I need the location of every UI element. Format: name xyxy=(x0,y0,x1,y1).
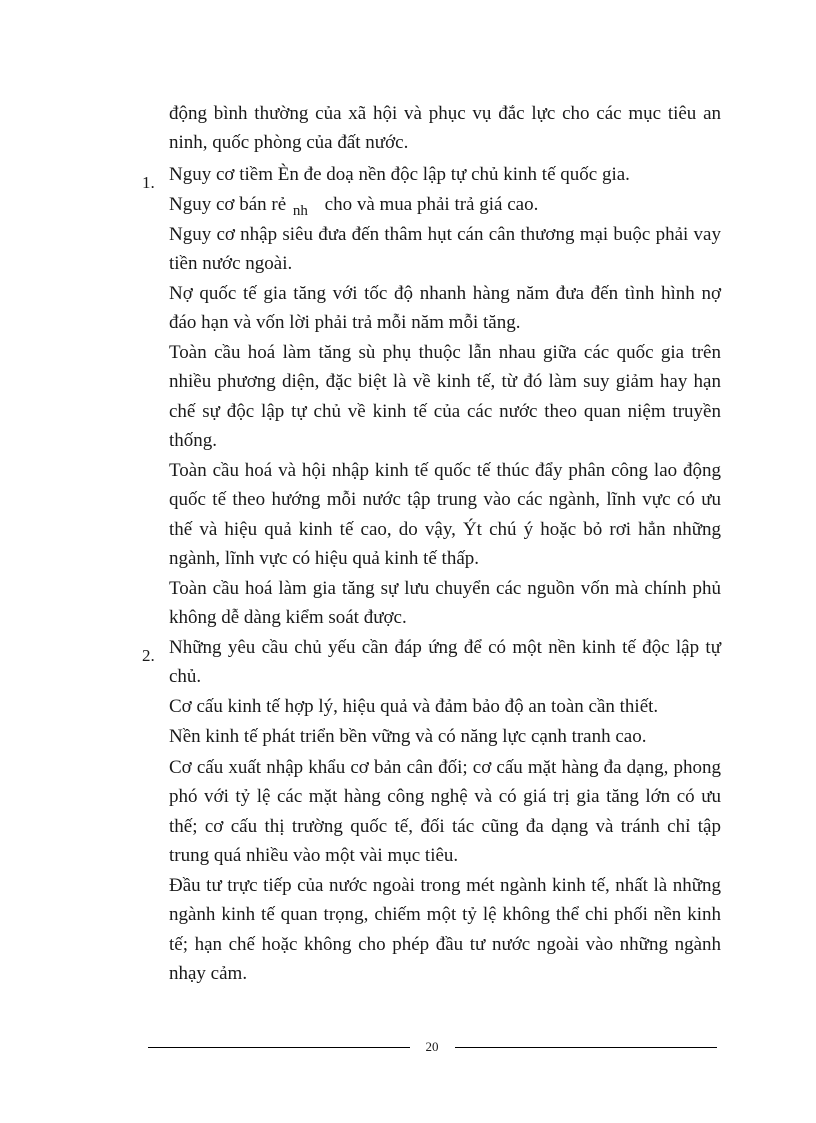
section-1-number: 1. xyxy=(142,173,155,192)
item-1-subscript: nh xyxy=(292,203,308,219)
section-1-item-5-line-2: quốc tế theo hướng mỗi nước tập trung vào các ngành, lĩnh vực có ưu xyxy=(169,489,721,510)
section-2-heading-line-1: Những yêu cầu chủ yếu cần đáp ứng để có một nền kinh tế độc lập tự xyxy=(169,637,721,658)
section-1-item-4-line-2: nhiều phương diện, đặc biệt là về kinh tế, từ đó làm suy giảm hay hạn xyxy=(169,371,721,392)
section-1-item-3-line-1: Nợ quốc tế gia tăng với tốc độ nhanh hàng năm đưa đến tình hình nợ xyxy=(169,283,721,304)
section-1-item-5-line-4: ngành, lĩnh vực có hiệu quả kinh tế thấp. xyxy=(169,548,480,569)
section-2-item-3-line-4: trung quá nhiều vào một vài mục tiêu. xyxy=(169,845,459,866)
section-1-item-2-line-2: tiền nước ngoài. xyxy=(169,253,293,274)
section-2-number: 2. xyxy=(142,646,155,665)
section-2-item-2: Nền kinh tế phát triển bền vững và có năng lực cạnh tranh cao. xyxy=(169,726,647,747)
intro-line-2: ninh, quốc phòng của đất nước. xyxy=(169,132,409,153)
section-1-item-4-line-4: thống. xyxy=(169,430,218,451)
section-2-item-1: Cơ cấu kinh tế hợp lý, hiệu quả và đảm bảo độ an toàn cần thiết. xyxy=(169,696,659,717)
section-2-item-4-line-4: nhạy cảm. xyxy=(169,963,248,984)
section-2-item-4-line-2: ngành kinh tế quan trọng, chiếm một tỷ lệ không thể chi phối nền kinh xyxy=(169,904,721,925)
intro-line-1: động bình thường của xã hội và phục vụ đắc lực cho các mục tiêu an xyxy=(169,103,721,124)
section-2-item-3-line-2: phó với tỷ lệ các mặt hàng công nghệ và có giá trị gia tăng lớn có ưu xyxy=(169,786,721,807)
footer-rule-left xyxy=(148,1047,410,1048)
section-1-heading: Nguy cơ tiềm Èn đe doạ nền độc lập tự chủ kinh tế quốc gia. xyxy=(169,164,630,185)
section-1-item-6-line-2: không dễ dàng kiểm soát được. xyxy=(169,607,407,628)
section-2-item-3-line-1: Cơ cấu xuất nhập khẩu cơ bản cân đối; cơ cấu mặt hàng đa dạng, phong xyxy=(169,757,721,778)
section-2-item-4-line-3: tế; hạn chế hoặc không cho phép đầu tư nước ngoài vào những ngành xyxy=(169,934,721,955)
section-1-item-3-line-2: đáo hạn và vốn lời phải trả mỗi năm mỗi tăng. xyxy=(169,312,521,333)
section-1-item-2-line-1: Nguy cơ nhập siêu đưa đến thâm hụt cán cân thương mại buộc phải vay xyxy=(169,224,721,245)
section-2-item-3-line-3: thế; cơ cấu thị trường quốc tế, đối tác cũng đa dạng và tránh chỉ tập xyxy=(169,816,721,837)
section-1-item-5-line-1: Toàn cầu hoá và hội nhập kinh tế quốc tế thúc đẩy phân công lao động xyxy=(169,460,721,481)
item-1-text-before: Nguy cơ bán rẻ xyxy=(169,194,287,215)
item-1-text-after: cho và mua phải trả giá cao. xyxy=(324,194,539,215)
section-2-heading-line-2: chủ. xyxy=(169,666,202,687)
page-number: 20 xyxy=(425,1039,439,1054)
section-1-item-4-line-1: Toàn cầu hoá làm tăng sù phụ thuộc lẫn nhau giữa các quốc gia trên xyxy=(169,342,721,363)
footer-rule-right xyxy=(455,1047,717,1048)
section-1-item-1 xyxy=(169,193,721,218)
section-1-item-5-line-3: thế và hiệu quả kinh tế cao, do vậy, Ýt chú ý hoặc bỏ rơi hẳn những xyxy=(169,519,721,540)
section-1-item-4-line-3: chế sự độc lập tự chủ về kinh tế của các nước theo quan niệm truyền xyxy=(169,401,721,422)
section-2-item-4-line-1: Đầu tư trực tiếp của nước ngoài trong mét ngành kinh tế, nhất là những xyxy=(169,875,721,896)
section-1-item-6-line-1: Toàn cầu hoá làm gia tăng sự lưu chuyển các nguồn vốn mà chính phủ xyxy=(169,578,721,599)
